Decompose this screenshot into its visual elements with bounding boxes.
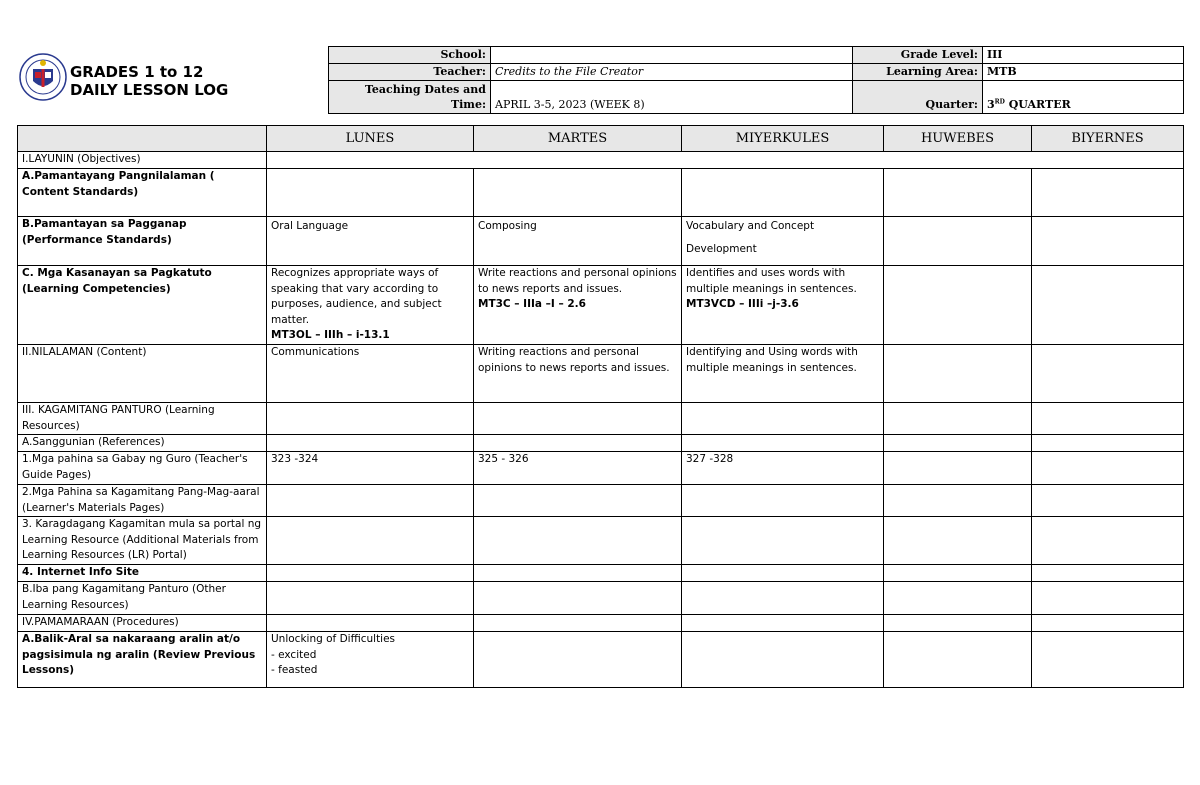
cell bbox=[474, 485, 682, 517]
day-header-lunes: LUNES bbox=[267, 126, 474, 152]
table-row bbox=[18, 266, 1184, 345]
table-row bbox=[18, 435, 1184, 452]
cell bbox=[884, 517, 1032, 565]
cell bbox=[1032, 169, 1184, 217]
row-label-content: II.NILALAMAN (Content) bbox=[18, 345, 267, 403]
row-label-performance-standards: B.Pamantayan sa Pagganap (Performance Standards) bbox=[18, 217, 267, 266]
row-label-tg-pages: 1.Mga pahina sa Gabay ng Guro (Teacher's Guide Pages) bbox=[18, 452, 267, 485]
quarter-word: QUARTER bbox=[1004, 98, 1071, 111]
teaching-dates-label bbox=[329, 81, 491, 114]
cell bbox=[1032, 266, 1184, 345]
teacher-value: Credits to the File Creator bbox=[491, 64, 853, 81]
table-row bbox=[18, 452, 1184, 485]
competencies-lunes-text: Recognizes appropriate ways of speaking that vary according to purposes, audience, and subject matter. bbox=[271, 267, 442, 326]
quarter-value bbox=[983, 81, 1184, 114]
title-line-2: DAILY LESSON LOG bbox=[70, 81, 229, 99]
cell-performance-martes bbox=[474, 217, 682, 266]
cell bbox=[682, 615, 884, 632]
cell bbox=[884, 345, 1032, 403]
cell bbox=[884, 266, 1032, 345]
objectives-text: I.LAYUNIN (Objectives) bbox=[22, 153, 141, 165]
corner-header bbox=[18, 126, 267, 152]
competencies-miyerkules-text: Identifies and uses words with multiple meanings in sentences. bbox=[686, 267, 857, 295]
day-header-martes: MARTES bbox=[474, 126, 682, 152]
log-title bbox=[70, 63, 228, 99]
quarter-number: 3 bbox=[987, 98, 995, 111]
cell bbox=[474, 632, 682, 688]
cell bbox=[884, 217, 1032, 266]
daily-lesson-table bbox=[17, 125, 1184, 688]
cell bbox=[682, 435, 884, 452]
cell-competencies-lunes bbox=[267, 266, 474, 345]
cell bbox=[884, 169, 1032, 217]
teaching-dates-label-line2: Time: bbox=[450, 98, 486, 111]
cell bbox=[474, 582, 682, 615]
cell bbox=[267, 403, 474, 435]
review-lunes-line1: Unlocking of Difficulties bbox=[271, 633, 396, 645]
day-header-row bbox=[18, 126, 1184, 152]
table-row bbox=[18, 517, 1184, 565]
table-row bbox=[18, 632, 1184, 688]
cell bbox=[1032, 632, 1184, 688]
day-header-biyernes: BIYERNES bbox=[1032, 126, 1184, 152]
cell bbox=[1032, 403, 1184, 435]
quarter-label: Quarter: bbox=[853, 81, 983, 114]
cell bbox=[1032, 485, 1184, 517]
competencies-martes-text: Write reactions and personal opinions to news reports and issues. bbox=[478, 267, 677, 295]
review-lunes-line3: - feasted bbox=[271, 664, 318, 676]
cell-content-lunes: Communications bbox=[267, 345, 474, 403]
cell-content-miyerkules: Identifying and Using words with multiple meanings in sentences. bbox=[682, 345, 884, 403]
school-label: School: bbox=[329, 47, 491, 64]
cell bbox=[682, 565, 884, 582]
performance-martes-text: Composing bbox=[478, 220, 537, 232]
cell-performance-miyerkules bbox=[682, 217, 884, 266]
cell-performance-lunes bbox=[267, 217, 474, 266]
cell bbox=[1032, 435, 1184, 452]
teaching-dates-value: APRIL 3-5, 2023 (WEEK 8) bbox=[491, 81, 853, 114]
table-row bbox=[18, 615, 1184, 632]
row-label-content-standards: A.Pamantayang Pangnilalaman ( Content Standards) bbox=[18, 169, 267, 217]
cell bbox=[267, 615, 474, 632]
cell bbox=[884, 582, 1032, 615]
cell bbox=[1032, 582, 1184, 615]
performance-miyerkules-line2: Development bbox=[686, 242, 757, 255]
row-label-lm-pages: 2.Mga Pahina sa Kagamitang Pang-Mag-aaral (Learner's Materials Pages) bbox=[18, 485, 267, 517]
cell bbox=[682, 485, 884, 517]
school-value bbox=[491, 47, 853, 64]
row-label-resources: III. KAGAMITANG PANTURO (Learning Resources) bbox=[18, 403, 267, 435]
title-line-1: GRADES 1 to 12 bbox=[70, 63, 204, 81]
table-row bbox=[18, 565, 1184, 582]
cell bbox=[1032, 217, 1184, 266]
row-label-internet: 4. Internet Info Site bbox=[18, 565, 267, 582]
cell bbox=[884, 632, 1032, 688]
table-row bbox=[18, 485, 1184, 517]
cell bbox=[267, 169, 474, 217]
cell bbox=[474, 615, 682, 632]
cell bbox=[1032, 565, 1184, 582]
cell bbox=[474, 169, 682, 217]
cell bbox=[682, 582, 884, 615]
cell bbox=[267, 565, 474, 582]
grade-level-value: III bbox=[983, 47, 1184, 64]
row-label-procedures: IV.PAMAMARAAN (Procedures) bbox=[18, 615, 267, 632]
cell bbox=[267, 582, 474, 615]
cell bbox=[1032, 517, 1184, 565]
cell-tg-lunes: 323 -324 bbox=[267, 452, 474, 485]
cell-competencies-miyerkules bbox=[682, 266, 884, 345]
cell-review-lunes bbox=[267, 632, 474, 688]
table-row bbox=[18, 217, 1184, 266]
teaching-dates-label-line1: Teaching Dates and bbox=[364, 83, 486, 96]
objectives-span-cell bbox=[267, 152, 1184, 169]
cell bbox=[474, 435, 682, 452]
performance-lunes-text: Oral Language bbox=[271, 220, 349, 232]
grade-level-label: Grade Level: bbox=[853, 47, 983, 64]
cell bbox=[682, 403, 884, 435]
deped-seal-logo bbox=[19, 49, 67, 107]
row-label-references: A.Sanggunian (References) bbox=[18, 435, 267, 452]
cell bbox=[884, 435, 1032, 452]
competencies-lunes-code: MT3OL – IIIh – i-13.1 bbox=[271, 329, 390, 341]
table-row bbox=[18, 152, 1184, 169]
row-label-objectives bbox=[18, 152, 267, 169]
cell bbox=[884, 485, 1032, 517]
row-label-competencies: C. Mga Kasanayan sa Pagkatuto (Learning Competencies) bbox=[18, 266, 267, 345]
quarter-suffix: RD bbox=[994, 98, 1005, 106]
teacher-label: Teacher: bbox=[329, 64, 491, 81]
cell bbox=[474, 565, 682, 582]
day-header-miyerkules: MIYERKULES bbox=[682, 126, 884, 152]
cell-tg-miyerkules: 327 -328 bbox=[682, 452, 884, 485]
cell bbox=[682, 169, 884, 217]
cell bbox=[682, 632, 884, 688]
cell bbox=[682, 517, 884, 565]
table-row bbox=[18, 345, 1184, 403]
cell bbox=[884, 452, 1032, 485]
learning-area-value: MTB bbox=[983, 64, 1184, 81]
cell bbox=[267, 435, 474, 452]
table-row bbox=[18, 403, 1184, 435]
cell bbox=[267, 485, 474, 517]
row-label-other-resources: B.Iba pang Kagamitang Panturo (Other Learning Resources) bbox=[18, 582, 267, 615]
learning-area-label: Learning Area: bbox=[853, 64, 983, 81]
cell bbox=[884, 565, 1032, 582]
cell bbox=[474, 403, 682, 435]
cell-tg-martes: 325 - 326 bbox=[474, 452, 682, 485]
cell bbox=[884, 615, 1032, 632]
cell bbox=[1032, 345, 1184, 403]
competencies-martes-code: MT3C – IIIa –I – 2.6 bbox=[478, 298, 586, 310]
performance-miyerkules-line1: Vocabulary and Concept bbox=[686, 220, 815, 232]
table-row bbox=[18, 169, 1184, 217]
review-lunes-line2: - excited bbox=[271, 648, 317, 661]
cell bbox=[1032, 615, 1184, 632]
cell bbox=[1032, 452, 1184, 485]
row-label-review: A.Balik-Aral sa nakaraang aralin at/o pagsisimula ng aralin (Review Previous Lessons) bbox=[18, 632, 267, 688]
table-row bbox=[18, 582, 1184, 615]
day-header-huwebes: HUWEBES bbox=[884, 126, 1032, 152]
cell-competencies-martes bbox=[474, 266, 682, 345]
competencies-miyerkules-code: MT3VCD – IIIi –j-3.6 bbox=[686, 298, 799, 310]
cell bbox=[884, 403, 1032, 435]
lesson-info-table bbox=[328, 46, 1184, 114]
row-label-lr-portal: 3. Karagdagang Kagamitan mula sa portal ng Learning Resource (Additional Materials from Learning Resources (LR) Portal) bbox=[18, 517, 267, 565]
cell bbox=[474, 517, 682, 565]
cell bbox=[267, 517, 474, 565]
cell-content-martes: Writing reactions and personal opinions to news reports and issues. bbox=[474, 345, 682, 403]
